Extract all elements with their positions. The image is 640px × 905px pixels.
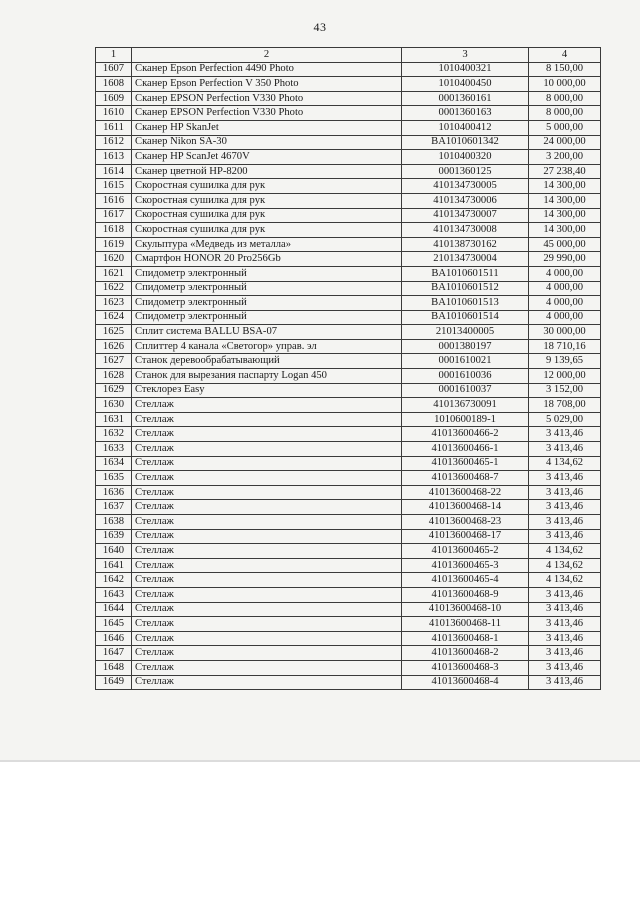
- inventory-code: 41013600465-1: [402, 456, 529, 471]
- page-number: 43: [313, 20, 327, 34]
- item-name: Сканер EPSON Perfection V330 Photo: [132, 106, 402, 121]
- inventory-code: 41013600468-22: [402, 485, 529, 500]
- item-name: Скульптура «Медведь из металла»: [132, 237, 402, 252]
- item-price: 9 139,65: [529, 354, 601, 369]
- item-name: Скоростная сушилка для рук: [132, 179, 402, 194]
- row-number: 1638: [96, 515, 132, 530]
- row-number: 1649: [96, 675, 132, 690]
- inventory-code: 41013600466-1: [402, 442, 529, 457]
- table-row: [96, 339, 601, 354]
- table-row: [96, 193, 601, 208]
- item-price: 3 152,00: [529, 383, 601, 398]
- inventory-code: 410134730005: [402, 179, 529, 194]
- table-row: [96, 471, 601, 486]
- row-number: 1625: [96, 325, 132, 340]
- item-name: Скоростная сушилка для рук: [132, 223, 402, 238]
- table-row: [96, 383, 601, 398]
- table-row: [96, 296, 601, 311]
- item-name: Спидометр электронный: [132, 266, 402, 281]
- row-number: 1621: [96, 266, 132, 281]
- item-price: 3 413,46: [529, 617, 601, 632]
- table-row: [96, 62, 601, 77]
- item-price: 5 000,00: [529, 120, 601, 135]
- item-price: 14 300,00: [529, 179, 601, 194]
- inventory-code: 41013600468-23: [402, 515, 529, 530]
- item-price: 8 000,00: [529, 106, 601, 121]
- item-price: 18 710,16: [529, 339, 601, 354]
- inventory-code: 41013600468-4: [402, 675, 529, 690]
- item-price: 3 413,46: [529, 500, 601, 515]
- inventory-code: 41013600468-3: [402, 660, 529, 675]
- item-name: Сплиттер 4 канала «Светогор» управ. эл: [132, 339, 402, 354]
- item-name: Стеллаж: [132, 398, 402, 413]
- inventory-code: 210134730004: [402, 252, 529, 267]
- table-row: [96, 573, 601, 588]
- item-name: Сплит система BALLU BSA-07: [132, 325, 402, 340]
- table-row: [96, 602, 601, 617]
- inventory-code: 410134730006: [402, 193, 529, 208]
- item-price: 3 413,46: [529, 675, 601, 690]
- item-name: Сканер цветной HP-8200: [132, 164, 402, 179]
- row-number: 1639: [96, 529, 132, 544]
- item-price: 14 300,00: [529, 208, 601, 223]
- item-name: Стеллаж: [132, 573, 402, 588]
- row-number: 1611: [96, 120, 132, 135]
- row-number: 1617: [96, 208, 132, 223]
- row-number: 1648: [96, 660, 132, 675]
- table-row: [96, 412, 601, 427]
- item-price: 4 134,62: [529, 544, 601, 559]
- item-name: Стеллаж: [132, 471, 402, 486]
- item-price: 8 000,00: [529, 91, 601, 106]
- inventory-code: 41013600465-2: [402, 544, 529, 559]
- table-row: [96, 164, 601, 179]
- inventory-code: 0001610021: [402, 354, 529, 369]
- row-number: 1644: [96, 602, 132, 617]
- inventory-code: 41013600468-11: [402, 617, 529, 632]
- item-name: Стеллаж: [132, 427, 402, 442]
- item-name: Сканер Nikon SA-30: [132, 135, 402, 150]
- table-row: [96, 266, 601, 281]
- row-number: 1640: [96, 544, 132, 559]
- row-number: 1646: [96, 631, 132, 646]
- inventory-code: 41013600465-4: [402, 573, 529, 588]
- item-price: 3 413,46: [529, 646, 601, 661]
- inventory-code: 1010400321: [402, 62, 529, 77]
- table-row: [96, 544, 601, 559]
- table-row: [96, 515, 601, 530]
- item-name: Стеллаж: [132, 617, 402, 632]
- row-number: 1615: [96, 179, 132, 194]
- table-row: [96, 369, 601, 384]
- inventory-code: 41013600465-3: [402, 558, 529, 573]
- item-name: Стеллаж: [132, 631, 402, 646]
- row-number: 1645: [96, 617, 132, 632]
- row-number: 1642: [96, 573, 132, 588]
- item-price: 14 300,00: [529, 223, 601, 238]
- table-row: [96, 427, 601, 442]
- table-row: [96, 150, 601, 165]
- table-row: [96, 223, 601, 238]
- table-row: [96, 91, 601, 106]
- inventory-code: 21013400005: [402, 325, 529, 340]
- table-row: [96, 675, 601, 690]
- item-price: 30 000,00: [529, 325, 601, 340]
- table-row: [96, 354, 601, 369]
- item-name: Стеллаж: [132, 529, 402, 544]
- inventory-code: BA1010601511: [402, 266, 529, 281]
- table-row: [96, 646, 601, 661]
- item-price: 3 413,46: [529, 660, 601, 675]
- table-body: [96, 62, 601, 690]
- row-number: 1631: [96, 412, 132, 427]
- item-name: Стеллаж: [132, 442, 402, 457]
- item-price: 4 000,00: [529, 266, 601, 281]
- row-number: 1636: [96, 485, 132, 500]
- item-price: 3 413,46: [529, 631, 601, 646]
- inventory-code: 410138730162: [402, 237, 529, 252]
- item-name: Сканер HP ScanJet 4670V: [132, 150, 402, 165]
- row-number: 1614: [96, 164, 132, 179]
- item-price: 5 029,00: [529, 412, 601, 427]
- item-price: 3 413,46: [529, 602, 601, 617]
- table-row: [96, 135, 601, 150]
- row-number: 1618: [96, 223, 132, 238]
- row-number: 1627: [96, 354, 132, 369]
- inventory-code: 1010400320: [402, 150, 529, 165]
- table-row: [96, 281, 601, 296]
- inventory-code: 41013600468-1: [402, 631, 529, 646]
- item-price: 27 238,40: [529, 164, 601, 179]
- inventory-code: 41013600468-14: [402, 500, 529, 515]
- item-price: 4 000,00: [529, 281, 601, 296]
- item-name: Скоростная сушилка для рук: [132, 193, 402, 208]
- inventory-code: 0001360125: [402, 164, 529, 179]
- row-number: 1613: [96, 150, 132, 165]
- row-number: 1628: [96, 369, 132, 384]
- row-number: 1612: [96, 135, 132, 150]
- item-name: Стеллаж: [132, 587, 402, 602]
- item-name: Стеллаж: [132, 544, 402, 559]
- inventory-code: 0001610037: [402, 383, 529, 398]
- item-name: Станок деревообрабатывающий: [132, 354, 402, 369]
- item-name: Стеллаж: [132, 412, 402, 427]
- item-price: 4 000,00: [529, 296, 601, 311]
- inventory-code: 0001380197: [402, 339, 529, 354]
- inventory-code: 410134730008: [402, 223, 529, 238]
- row-number: 1626: [96, 339, 132, 354]
- column-header-price: 4: [529, 48, 601, 63]
- inventory-code: 1010400412: [402, 120, 529, 135]
- inventory-code: 41013600468-17: [402, 529, 529, 544]
- item-price: 4 134,62: [529, 558, 601, 573]
- inventory-code: 41013600468-7: [402, 471, 529, 486]
- inventory-code: 41013600468-9: [402, 587, 529, 602]
- item-name: Стеллаж: [132, 515, 402, 530]
- table-row: [96, 442, 601, 457]
- table-row: [96, 587, 601, 602]
- inventory-code: 410136730091: [402, 398, 529, 413]
- inventory-code: BA1010601512: [402, 281, 529, 296]
- item-price: 24 000,00: [529, 135, 601, 150]
- item-name: Станок для вырезания паспарту Logan 450: [132, 369, 402, 384]
- item-price: 14 300,00: [529, 193, 601, 208]
- row-number: 1608: [96, 77, 132, 92]
- table-row: [96, 208, 601, 223]
- item-name: Стеклорез Easy: [132, 383, 402, 398]
- item-name: Стеллаж: [132, 660, 402, 675]
- item-name: Сканер Epson Perfection V 350 Photo: [132, 77, 402, 92]
- item-price: 4 134,62: [529, 456, 601, 471]
- column-header-inventory-code: 3: [402, 48, 529, 63]
- item-price: 3 413,46: [529, 485, 601, 500]
- item-price: 3 413,46: [529, 427, 601, 442]
- item-name: Стеллаж: [132, 485, 402, 500]
- row-number: 1630: [96, 398, 132, 413]
- table-row: [96, 529, 601, 544]
- table-row: [96, 252, 601, 267]
- table-row: [96, 179, 601, 194]
- table-row: [96, 631, 601, 646]
- item-price: 29 990,00: [529, 252, 601, 267]
- row-number: 1619: [96, 237, 132, 252]
- column-header-name: 2: [132, 48, 402, 63]
- item-name: Сканер EPSON Perfection V330 Photo: [132, 91, 402, 106]
- item-name: Стеллаж: [132, 500, 402, 515]
- row-number: 1609: [96, 91, 132, 106]
- table-row: [96, 398, 601, 413]
- item-name: Смартфон HONOR 20 Pro256Gb: [132, 252, 402, 267]
- table-row: [96, 617, 601, 632]
- table-row: [96, 120, 601, 135]
- item-price: 3 413,46: [529, 587, 601, 602]
- row-number: 1634: [96, 456, 132, 471]
- inventory-code: BA1010601342: [402, 135, 529, 150]
- inventory-code: 0001610036: [402, 369, 529, 384]
- row-number: 1620: [96, 252, 132, 267]
- inventory-code: 1010400450: [402, 77, 529, 92]
- item-name: Скоростная сушилка для рук: [132, 208, 402, 223]
- item-price: 4 000,00: [529, 310, 601, 325]
- table-row: [96, 325, 601, 340]
- table-row: [96, 485, 601, 500]
- row-number: 1635: [96, 471, 132, 486]
- table-row: [96, 237, 601, 252]
- inventory-code: BA1010601513: [402, 296, 529, 311]
- inventory-code: 0001360163: [402, 106, 529, 121]
- item-name: Стеллаж: [132, 675, 402, 690]
- row-number: 1632: [96, 427, 132, 442]
- row-number: 1622: [96, 281, 132, 296]
- column-header-number: 1: [96, 48, 132, 63]
- item-price: 3 413,46: [529, 442, 601, 457]
- item-name: Стеллаж: [132, 602, 402, 617]
- item-price: 3 200,00: [529, 150, 601, 165]
- row-number: 1641: [96, 558, 132, 573]
- inventory-code: 0001360161: [402, 91, 529, 106]
- item-name: Спидометр электронный: [132, 296, 402, 311]
- table-row: [96, 558, 601, 573]
- inventory-code: 41013600468-2: [402, 646, 529, 661]
- row-number: 1647: [96, 646, 132, 661]
- row-number: 1610: [96, 106, 132, 121]
- item-name: Стеллаж: [132, 558, 402, 573]
- table-row: [96, 106, 601, 121]
- item-price: 10 000,00: [529, 77, 601, 92]
- item-name: Спидометр электронный: [132, 310, 402, 325]
- table-row: [96, 77, 601, 92]
- item-price: 45 000,00: [529, 237, 601, 252]
- item-price: 12 000,00: [529, 369, 601, 384]
- table-row: [96, 310, 601, 325]
- inventory-code: 41013600468-10: [402, 602, 529, 617]
- row-number: 1643: [96, 587, 132, 602]
- row-number: 1624: [96, 310, 132, 325]
- item-price: 8 150,00: [529, 62, 601, 77]
- table-row: [96, 456, 601, 471]
- item-price: 3 413,46: [529, 471, 601, 486]
- row-number: 1616: [96, 193, 132, 208]
- item-price: 3 413,46: [529, 515, 601, 530]
- row-number: 1633: [96, 442, 132, 457]
- item-price: 18 708,00: [529, 398, 601, 413]
- inventory-table: [95, 47, 601, 690]
- row-number: 1637: [96, 500, 132, 515]
- item-price: 3 413,46: [529, 529, 601, 544]
- table-row: [96, 500, 601, 515]
- inventory-code: 41013600466-2: [402, 427, 529, 442]
- table-row: [96, 660, 601, 675]
- inventory-code: BA1010601514: [402, 310, 529, 325]
- item-name: Сканер HP SkanJet: [132, 120, 402, 135]
- item-name: Стеллаж: [132, 646, 402, 661]
- item-price: 4 134,62: [529, 573, 601, 588]
- item-name: Стеллаж: [132, 456, 402, 471]
- row-number: 1607: [96, 62, 132, 77]
- inventory-code: 1010600189-1: [402, 412, 529, 427]
- item-name: Спидометр электронный: [132, 281, 402, 296]
- item-name: Сканер Epson Perfection 4490 Photo: [132, 62, 402, 77]
- row-number: 1623: [96, 296, 132, 311]
- inventory-code: 410134730007: [402, 208, 529, 223]
- row-number: 1629: [96, 383, 132, 398]
- header-row: [96, 48, 601, 63]
